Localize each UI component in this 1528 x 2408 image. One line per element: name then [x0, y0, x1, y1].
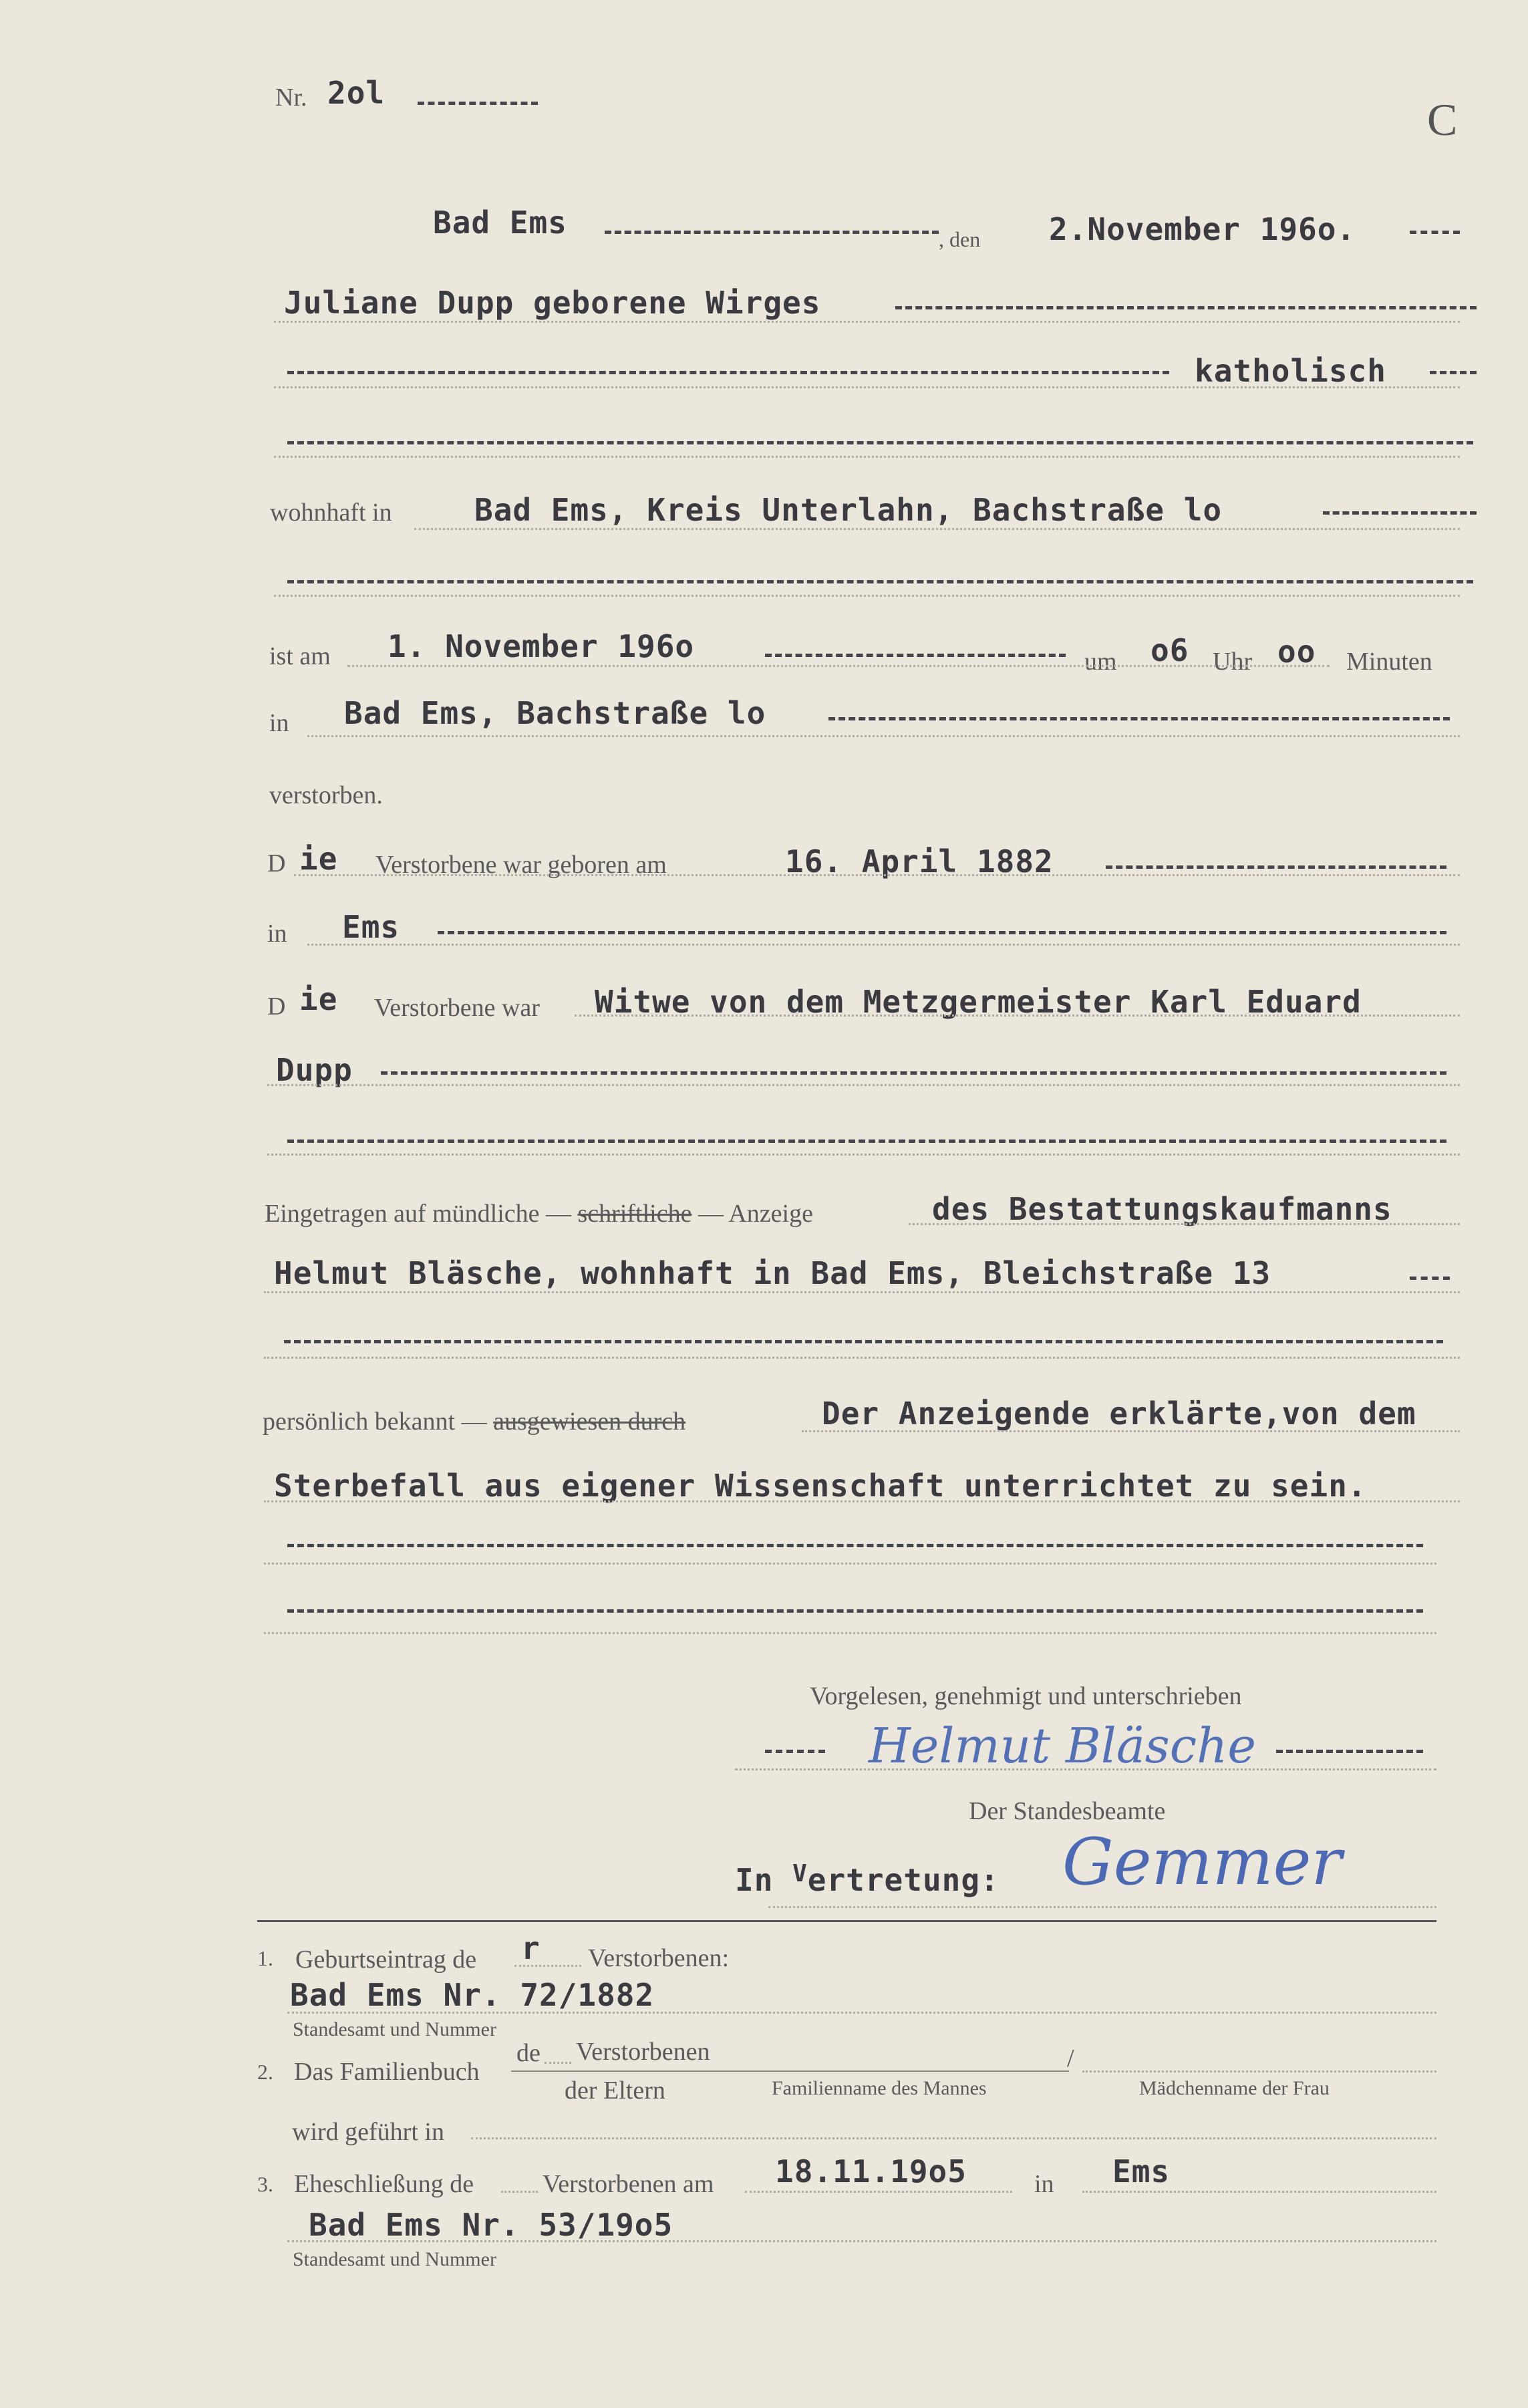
- dotted-line: [471, 2137, 1436, 2139]
- note2-slash: /: [1067, 2044, 1074, 2072]
- note2-maedchenname: Mädchenname der Frau: [1139, 2077, 1330, 2099]
- report-label-b: — Anzeige: [698, 1200, 813, 1228]
- registry-date: 2.November 196o.: [1049, 211, 1356, 247]
- residence-label: wohnhaft in: [270, 499, 392, 527]
- marital-status-line1: Witwe von dem Metzgermeister Karl Eduard: [595, 984, 1362, 1020]
- dotted-line: [274, 595, 1460, 597]
- note2-number: 2.: [257, 2060, 273, 2084]
- filler-dash: [1410, 231, 1460, 234]
- marriage-date: 18.11.19o5: [775, 2153, 967, 2189]
- dotted-line: [307, 735, 1460, 737]
- dotted-line: [735, 1768, 1436, 1770]
- filler-dash: [287, 441, 1473, 444]
- note3-in: in: [1034, 2170, 1054, 2198]
- filler-dash: [1106, 865, 1446, 869]
- residence: Bad Ems, Kreis Unterlahn, Bachstraße lo: [474, 492, 1223, 528]
- born-label: Verstorbene war geboren am: [375, 851, 667, 879]
- filler-dash: [287, 580, 1473, 583]
- dotted-line: [264, 1632, 1436, 1634]
- dotted-line: [267, 1084, 1460, 1086]
- note1-value: Bad Ems Nr. 72/1882: [290, 1977, 655, 2013]
- dotted-line: [514, 1965, 581, 1967]
- death-date-label: ist am: [269, 642, 331, 670]
- registrar-signature: Gemmer: [1062, 1825, 1342, 1899]
- report-label-struck: schriftliche: [577, 1200, 692, 1228]
- note2-familienname: Familienname des Mannes: [772, 2077, 987, 2099]
- death-date: 1. November 196o: [388, 628, 695, 664]
- filler-dash: [418, 102, 538, 105]
- dotted-line: [414, 528, 1460, 530]
- note1-suffix: r: [521, 1930, 541, 1966]
- dotted-line: [264, 1563, 1436, 1565]
- nr-label: Nr.: [275, 84, 307, 112]
- dotted-line: [1082, 2070, 1436, 2072]
- filler-dash: [287, 1544, 1423, 1547]
- birth-article-suffix: ie: [299, 841, 338, 877]
- registry-place: Bad Ems: [433, 205, 567, 241]
- status-label: Verstorbene war: [374, 994, 540, 1022]
- filler-dash: [1323, 511, 1477, 515]
- filler-dash: [895, 306, 1477, 309]
- note3-text-b: Verstorbenen am: [543, 2170, 714, 2198]
- dotted-line: [909, 1223, 1460, 1225]
- note1-number: 1.: [257, 1946, 273, 1970]
- dotted-line: [264, 1291, 1460, 1293]
- death-minutes: oo: [1277, 634, 1316, 670]
- identity-label-struck: ausgewiesen durch: [493, 1408, 686, 1436]
- note1-text-b: Verstorbenen:: [588, 1944, 730, 1972]
- note3-value: Bad Ems Nr. 53/19o5: [309, 2207, 673, 2243]
- dotted-line: [287, 2240, 1436, 2242]
- page-letter: C: [1427, 94, 1458, 145]
- note2-verstorbenen: Verstorbenen: [576, 2038, 710, 2066]
- dotted-line: [1082, 2191, 1436, 2193]
- section-divider: [257, 1920, 1436, 1922]
- note2-de: de: [516, 2039, 541, 2067]
- dotted-line: [267, 1154, 1460, 1156]
- registrar-label: Der Standesbeamte: [969, 1797, 1166, 1825]
- dotted-line: [575, 1015, 1460, 1017]
- filler-dash: [605, 231, 939, 234]
- verstorben-label: verstorben.: [269, 781, 383, 809]
- report-label-a: Eingetragen auf mündliche —: [265, 1200, 572, 1228]
- birth-date: 16. April 1882: [785, 843, 1054, 880]
- note3-number: 3.: [257, 2172, 273, 2196]
- note2-text-a: Das Familienbuch: [294, 2058, 480, 2086]
- death-place-label: in: [269, 709, 289, 737]
- dotted-line: [274, 386, 1460, 388]
- filler-dash: [828, 717, 1450, 720]
- filler-dash: [287, 1609, 1423, 1613]
- deputy-text: In $^V$ertretung:: [735, 1860, 1000, 1898]
- dotted-line: [347, 665, 1330, 667]
- identity-label: [263, 1407, 685, 1436]
- note2-separator: [511, 2070, 1069, 2072]
- dotted-line: [264, 1357, 1460, 1359]
- birth-d-prefix: D: [267, 849, 286, 878]
- identity-label-a: persönlich bekannt —: [263, 1408, 487, 1436]
- dotted-line: [274, 321, 1460, 323]
- dotted-line: [745, 2191, 1012, 2193]
- note2-wird: wird geführt in: [292, 2118, 444, 2146]
- uhr-label: Uhr: [1213, 648, 1253, 676]
- deceased-name: Juliane Dupp geborene Wirges: [284, 285, 821, 321]
- report-label: [265, 1199, 813, 1228]
- death-place: Bad Ems, Bachstraße lo: [344, 695, 766, 731]
- filler-dash: [1410, 1277, 1450, 1280]
- birth-place-label: in: [267, 920, 287, 948]
- note3-caption: Standesamt und Nummer: [293, 2248, 496, 2270]
- note1-text-a: Geburtseintrag de: [295, 1946, 477, 1974]
- dotted-line: [802, 1430, 1460, 1432]
- note3-text-a: Eheschließung de: [294, 2170, 474, 2198]
- dotted-line: [768, 1906, 1436, 1908]
- filler-dash: [1430, 371, 1477, 374]
- filler-dash: [765, 1750, 825, 1753]
- note1-caption: Standesamt und Nummer: [293, 2018, 496, 2040]
- marriage-place: Ems: [1112, 2153, 1171, 2189]
- identity-line2: Sterbefall aus eigener Wissenschaft unterrichtet zu sein.: [274, 1468, 1367, 1504]
- dotted-line: [294, 874, 1460, 876]
- informant-line1: des Bestattungskaufmanns: [932, 1191, 1392, 1227]
- informant-signature: Helmut Bläsche: [869, 1718, 1257, 1774]
- filler-dash: [287, 1140, 1446, 1143]
- filler-dash: [438, 931, 1446, 934]
- filler-dash: [287, 371, 1169, 374]
- read-approved-label: Vorgelesen, genehmigt und unterschrieben: [810, 1682, 1242, 1710]
- note2-eltern: der Eltern: [565, 2077, 665, 2105]
- informant-line2: Helmut Bläsche, wohnhaft in Bad Ems, Bleichstraße 13: [274, 1255, 1271, 1291]
- filler-dash: [1276, 1750, 1423, 1753]
- identity-line1: Der Anzeigende erklärte,von dem: [822, 1395, 1416, 1432]
- birth-place: Ems: [342, 909, 400, 945]
- um-label: um: [1084, 648, 1117, 676]
- dotted-line: [501, 2191, 538, 2193]
- dotted-line: [274, 456, 1460, 458]
- marital-status-line2: Dupp: [276, 1052, 353, 1088]
- filler-dash: [284, 1340, 1443, 1343]
- status-article-suffix: ie: [299, 981, 338, 1017]
- entry-number: 2ol: [327, 75, 386, 111]
- minuten-label: Minuten: [1346, 648, 1432, 676]
- dotted-line: [264, 1500, 1460, 1502]
- filler-dash: [381, 1071, 1446, 1075]
- status-d-prefix: D: [267, 992, 286, 1021]
- death-hour: o6: [1151, 632, 1189, 668]
- dotted-line: [307, 944, 1460, 946]
- filler-dash: [765, 654, 1066, 657]
- den-label: , den: [939, 227, 981, 251]
- religion: katholisch: [1195, 353, 1386, 389]
- dotted-line: [287, 2012, 1436, 2014]
- dotted-line: [545, 2062, 571, 2064]
